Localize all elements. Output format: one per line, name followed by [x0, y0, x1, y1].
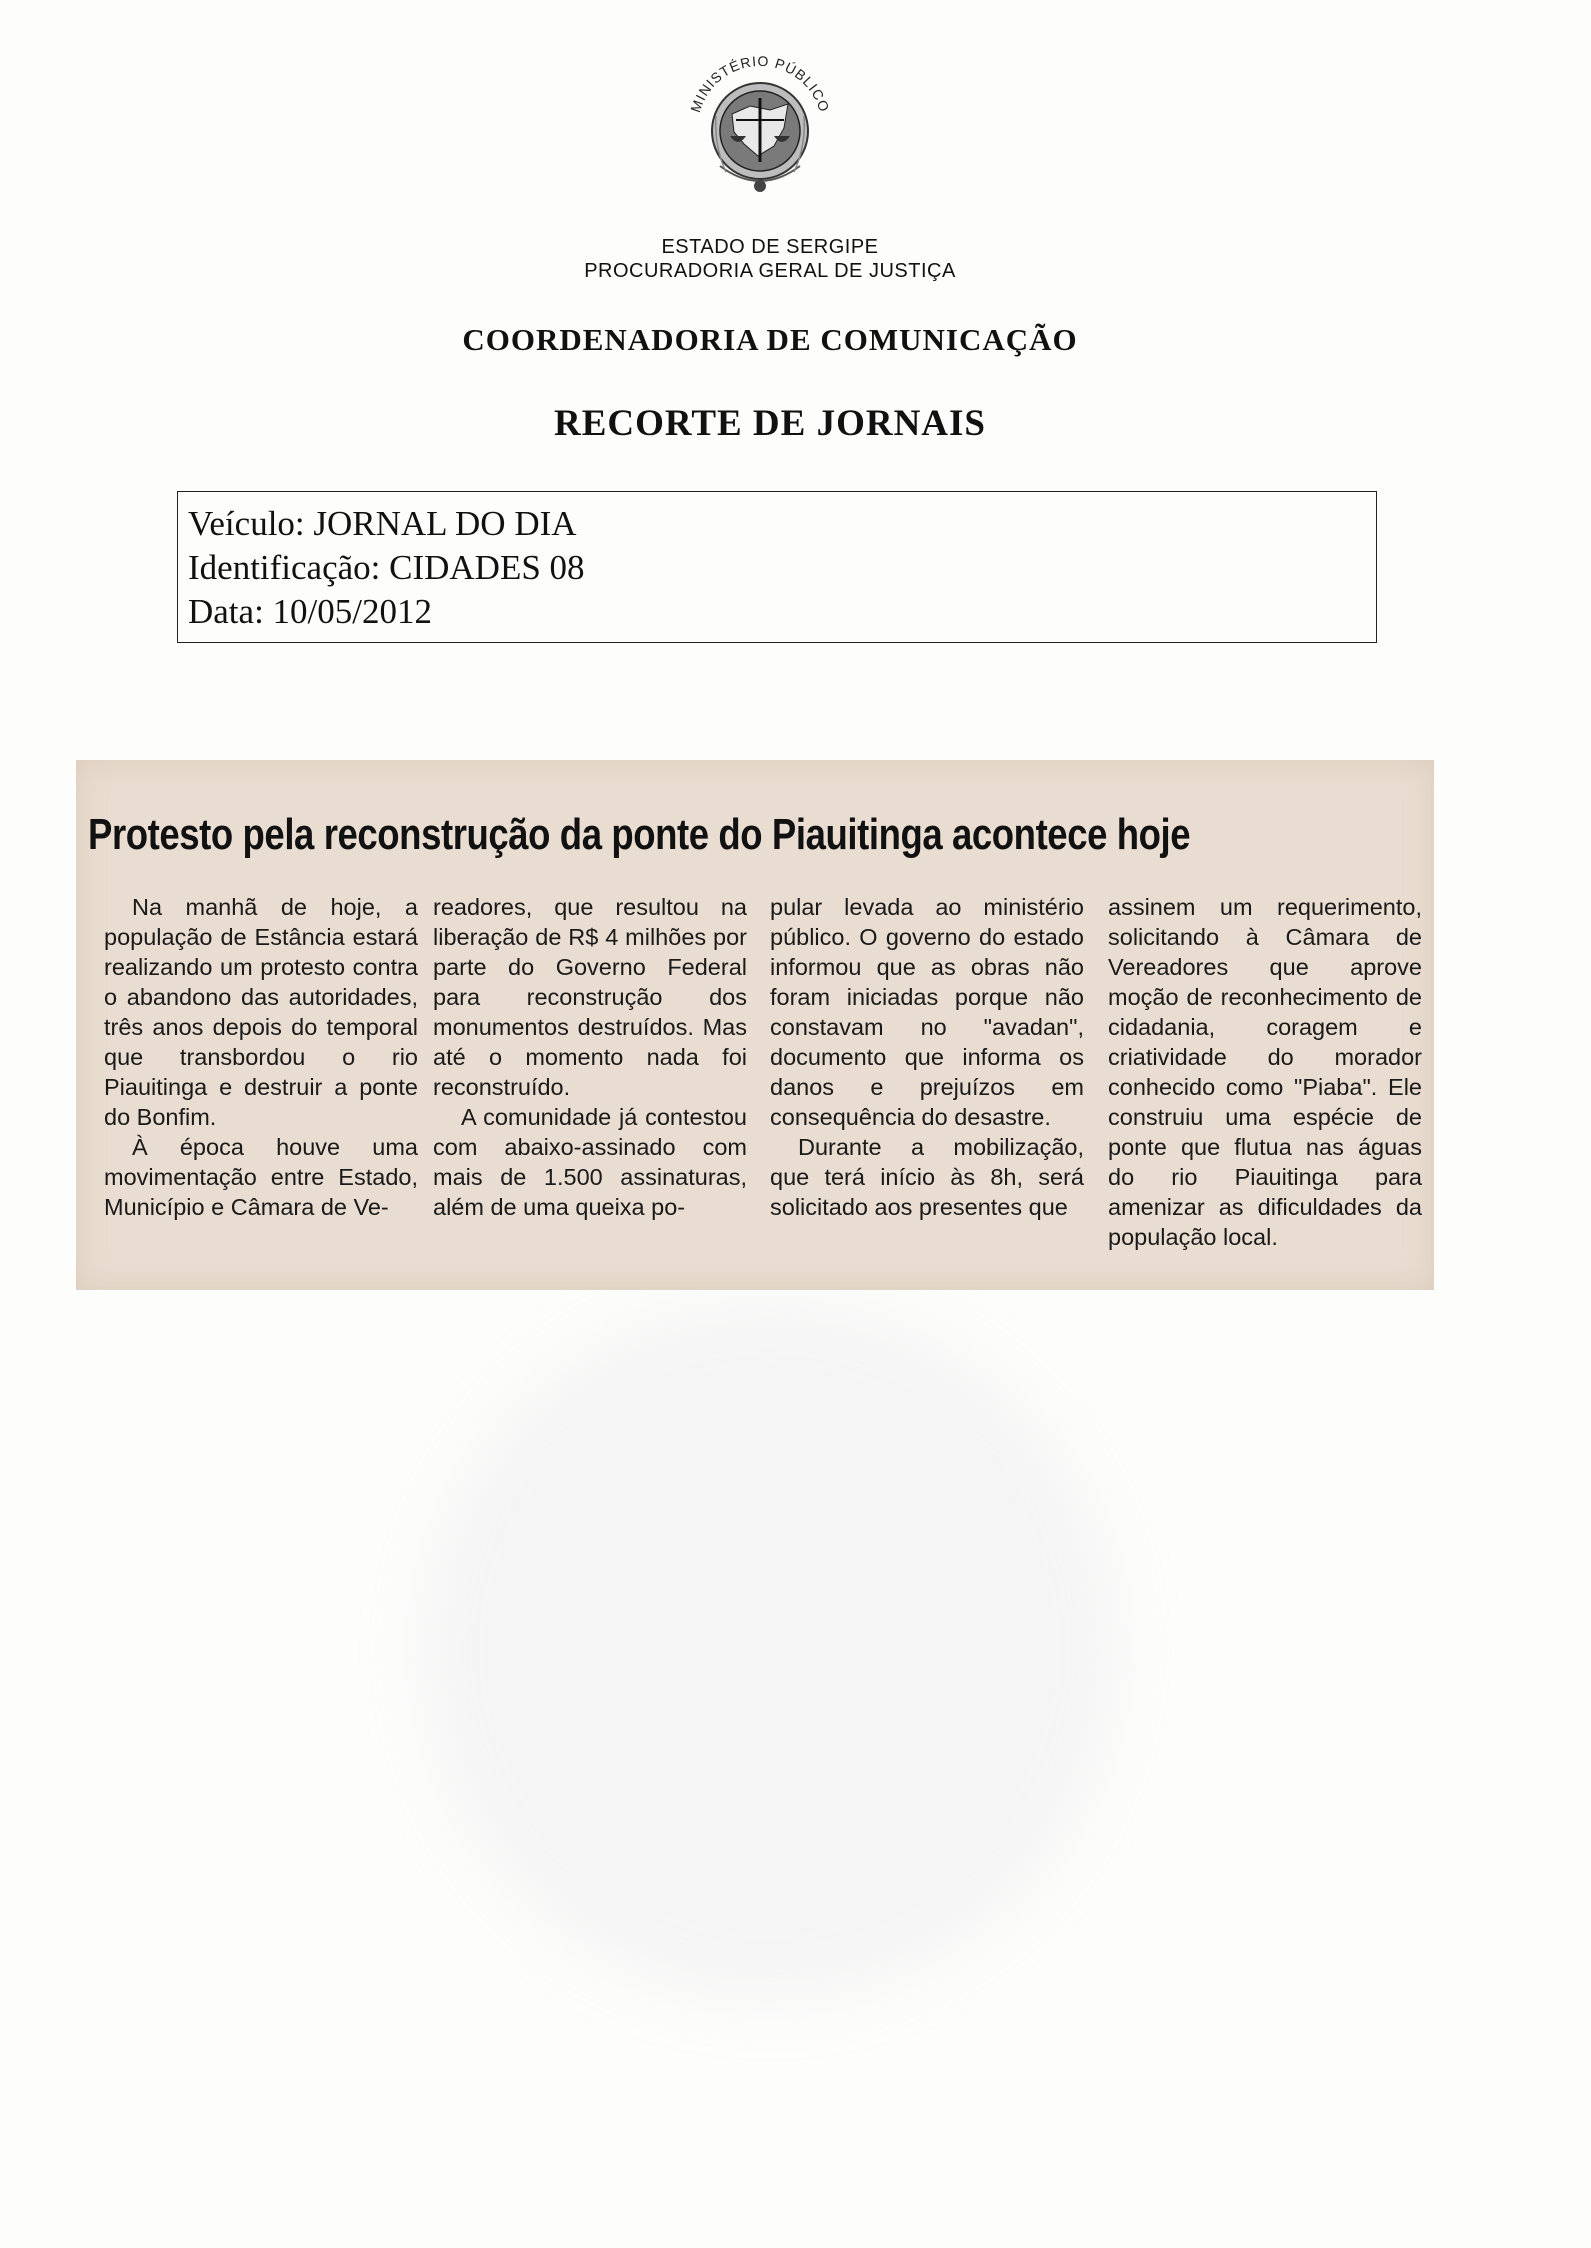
paragraph: pular levada ao ministério público. O governo do estado informou que as obras não foram iniciadas porque não constavam no "avadan", documento que informa os danos e prejuízos em consequência do desastre. — [770, 894, 1084, 1130]
article-column-2 — [433, 892, 747, 1222]
paragraph: readores, que resultou na liberação de R$ 4 milhões por parte do Governo Federal para reconstrução dos monumentos destruídos. Mas até o momento nada foi reconstruído. — [433, 894, 747, 1100]
scan-shadow — [420, 1300, 1120, 2000]
date-line: Data: 10/05/2012 — [188, 592, 432, 631]
paragraph: Na manhã de hoje, a população de Estância estará realizando um protesto contra o abandono das autoridades, três anos depois do temporal que transbordou o rio Piauitinga e destruir a ponte do Bonfim. — [104, 894, 418, 1130]
article-headline: Protesto pela reconstrução da ponte do Piauitinga acontece hoje — [88, 810, 1191, 859]
state-name: ESTADO DE SERGIPE — [661, 236, 879, 258]
document-type-title: RECORTE DE JORNAIS — [554, 403, 986, 444]
paragraph: À época houve uma movimentação entre Estado, Município e Câmara de Ve- — [104, 1134, 418, 1220]
article-column-3 — [770, 892, 1084, 1222]
clipping-info-box — [177, 491, 1377, 643]
article-column-1 — [104, 892, 418, 1222]
paragraph: assinem um requerimento, solicitando à Câmara de Vereadores que aprove moção de reconhecimento de cidadania, coragem e criatividade do morador conhecido como "Piaba". Ele construiu uma espécie de ponte que flutua nas águas do rio Piauitinga para amenizar as dificuldades da população local. — [1108, 894, 1422, 1250]
vehicle-line: Veículo: JORNAL DO DIA — [188, 504, 577, 543]
office-name: PROCURADORIA GERAL DE JUSTIÇA — [584, 260, 956, 282]
paragraph: Durante a mobilização, que terá início às 8h, será solicitado aos presentes que — [770, 1134, 1084, 1220]
ministerio-publico-seal-icon — [670, 36, 850, 216]
newspaper-clipping — [76, 760, 1434, 1290]
identification-line: Identificação: CIDADES 08 — [188, 548, 585, 587]
department-title: COORDENADORIA DE COMUNICAÇÃO — [462, 322, 1078, 357]
article-column-4 — [1108, 892, 1422, 1252]
paragraph: A comunidade já contestou com abaixo-assinado com mais de 1.500 assinaturas, além de uma queixa po- — [433, 1104, 747, 1220]
seal-text: MINISTÉRIO PÚBLICO — [687, 52, 833, 115]
